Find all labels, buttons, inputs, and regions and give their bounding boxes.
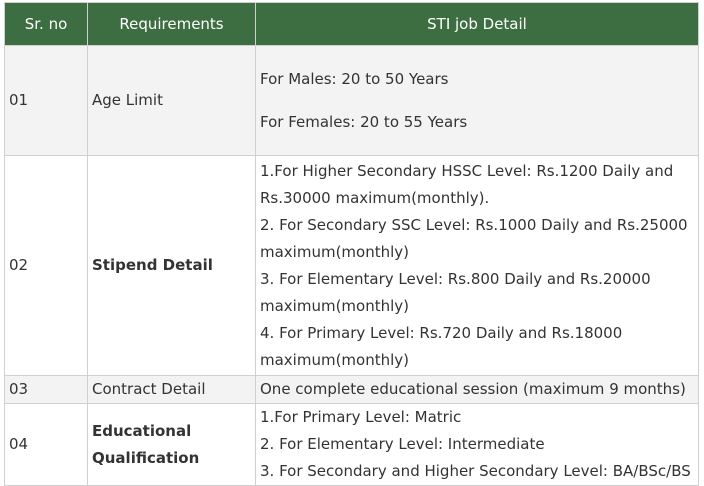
detail-line: 2. For Elementary Level: Intermediate [260,435,545,453]
row-requirement: Contract Detail [88,376,256,404]
row-number: 01 [5,46,88,156]
detail-line: 2. For Secondary SSC Level: Rs.1000 Daily and Rs.25000 maximum(monthly) [260,215,688,261]
table-row [5,404,699,486]
detail-line: 3. For Secondary and Higher Secondary Level: BA/BSc/BS [260,462,691,480]
header-job-detail: STI job Detail [256,3,699,46]
row-number: 04 [5,404,88,486]
detail-line: For Females: 20 to 55 Years [260,113,468,131]
row-detail [256,46,699,156]
table-row [5,46,699,156]
table-row [5,156,699,376]
detail-line: 3. For Elementary Level: Rs.800 Daily and Rs.20000 maximum(monthly) [260,269,651,315]
row-requirement: Stipend Detail [88,156,256,376]
header-row [5,3,699,46]
detail-line: 1.For Primary Level: Matric [260,408,462,426]
header-requirements: Requirements [88,3,256,46]
detail-line: 1.For Higher Secondary HSSC Level: Rs.1200 Daily and Rs.30000 maximum(monthly). [260,161,674,207]
row-detail [256,156,699,376]
row-number: 03 [5,376,88,404]
row-requirement: Age Limit [88,46,256,156]
header-sr-no: Sr. no [5,3,88,46]
row-detail [256,404,699,486]
detail-line: 4. For Primary Level: Rs.720 Daily and Rs.18000 maximum(monthly) [260,323,623,369]
row-number: 02 [5,156,88,376]
table-row [5,376,699,404]
detail-line: For Males: 20 to 50 Years [260,70,449,88]
row-detail: One complete educational session (maximum 9 months) [256,376,699,404]
row-requirement: Educational Qualification [88,404,256,486]
sti-job-table [4,2,699,486]
